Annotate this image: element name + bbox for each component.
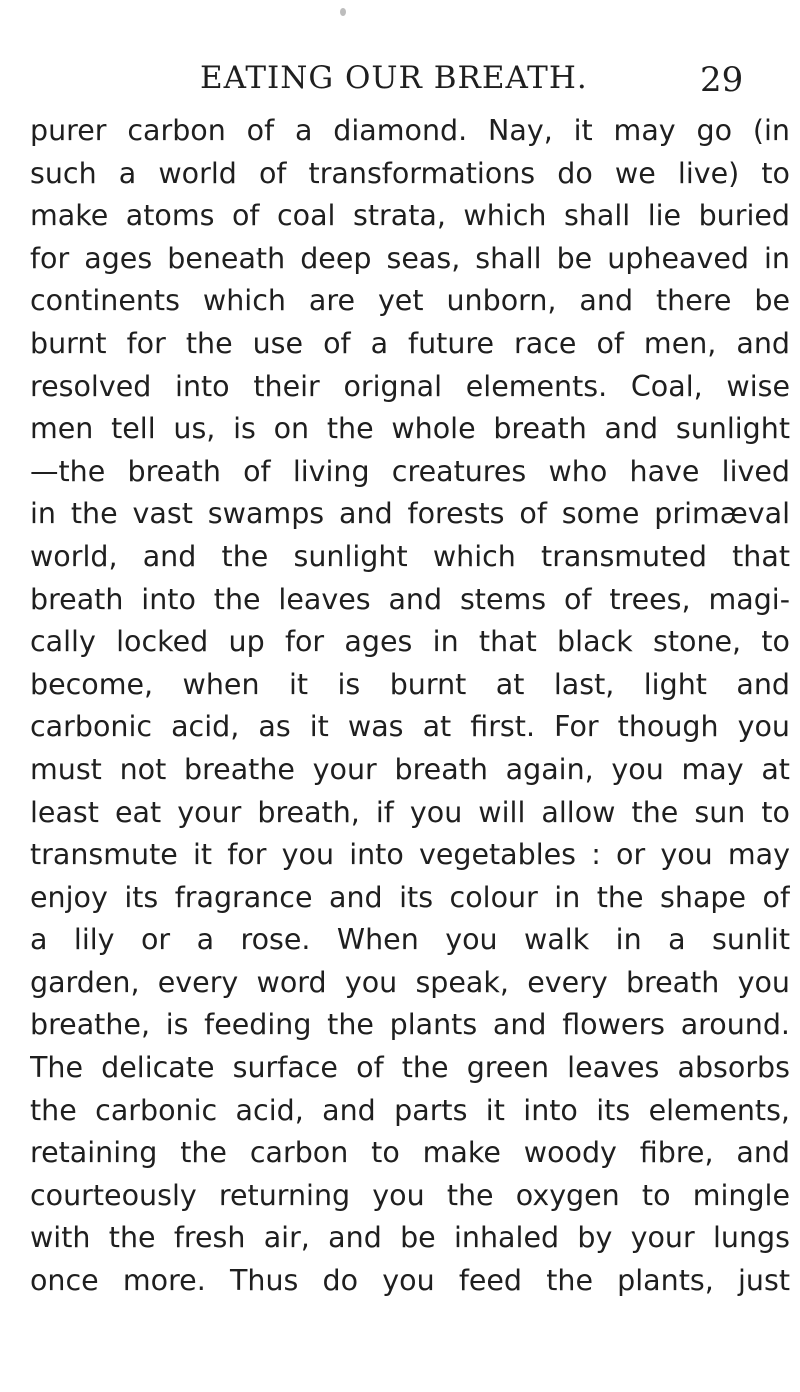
body-paragraph	[30, 110, 790, 1303]
text-line: once more. Thus do you feed the plants, just	[30, 1264, 790, 1298]
text-line: garden, every word you speak, every breath you	[30, 965, 790, 999]
text-line: transmute it for you into vegetables : or you may	[30, 838, 790, 872]
text-line: enjoy its fragrance and its colour in the shape of	[30, 880, 790, 914]
text-line: —the breath of living creatures who have lived	[30, 454, 790, 488]
text-line: purer carbon of a diamond. Nay, it may go (in	[30, 114, 790, 147]
text-line: men tell us, is on the whole breath and sunlight	[30, 412, 790, 446]
text-line: become, when it is burnt at last, light and	[30, 667, 790, 701]
text-line: breathe, is feeding the plants and flowers around.	[30, 1008, 790, 1042]
text-line: burnt for the use of a future race of men, and	[30, 326, 790, 360]
text-line: retaining the carbon to make woody fibre, and	[30, 1136, 790, 1170]
text-line: cally locked up for ages in that black stone, to	[30, 625, 790, 659]
text-line: carbonic acid, as it was at first. For though you	[30, 710, 790, 744]
text-line: a lily or a rose. When you walk in a sunlit	[30, 923, 790, 957]
ink-speck	[340, 8, 346, 16]
text-line: The delicate surface of the green leaves absorbs	[30, 1051, 790, 1085]
page-number: 29	[700, 60, 744, 100]
text-line: the carbonic acid, and parts it into its elements,	[30, 1093, 790, 1127]
text-line: resolved into their orignal elements. Coal, wise	[30, 369, 790, 403]
text-line: least eat your breath, if you will allow the sun to	[30, 795, 790, 829]
text-line: with the fresh air, and be inhaled by your lungs	[30, 1221, 790, 1255]
text-line: make atoms of coal strata, which shall lie buried	[30, 199, 790, 233]
text-line: continents which are yet unborn, and there be	[30, 284, 790, 318]
text-line: world, and the sunlight which transmuted that	[30, 539, 790, 573]
text-line: courteously returning you the oxygen to mingle	[30, 1178, 790, 1212]
text-line: breath into the leaves and stems of trees, magi-	[30, 582, 790, 616]
text-line: in the vast swamps and forests of some primæval	[30, 497, 790, 531]
running-title: EATING OUR BREATH.	[200, 60, 588, 96]
text-line: such a world of transformations do we live) to	[30, 156, 790, 190]
text-line: must not breathe your breath again, you may at	[30, 752, 790, 786]
text-line: for ages beneath deep seas, shall be upheaved in	[30, 241, 790, 275]
